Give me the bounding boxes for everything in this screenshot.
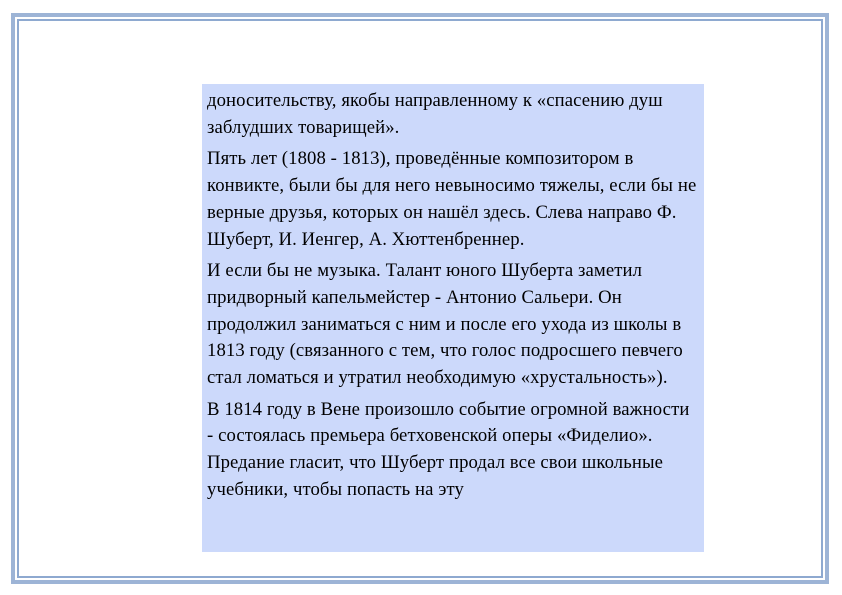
paragraph-fidelio: В 1814 году в Вене произошло событие огромной важности - состоялась премьера бетховенской оперы «Фиделио». Предание гласит, что Шуберт продал все свои школьные учебники, чтобы попасть на эту: [207, 398, 690, 500]
paragraph-salieri: И если бы не музыка. Талант юного Шуберта заметил придворный капельмейстер - Антонио Сальери. Он продолжил заниматься с ним и после его ухода из школы в 1813 году (связанного с тем, что голос подросшего певчего стал ломаться и утратил необходимую «хрустальность»).: [207, 260, 683, 389]
paragraph-convict-years: Пять лет (1808 - 1813), проведённые композитором в конвикте, были бы для него невыносимо тяжелы, если бы не верные друзья, которых он нашёл здесь. Слева направо Ф. Шуберт, И. Иенгер, А. Хюттенбреннер.: [207, 148, 697, 250]
text-box: [202, 84, 704, 552]
paragraph-denunciation: доносительству, якобы направленному к «спасению душ заблудших товарищей».: [207, 90, 663, 138]
